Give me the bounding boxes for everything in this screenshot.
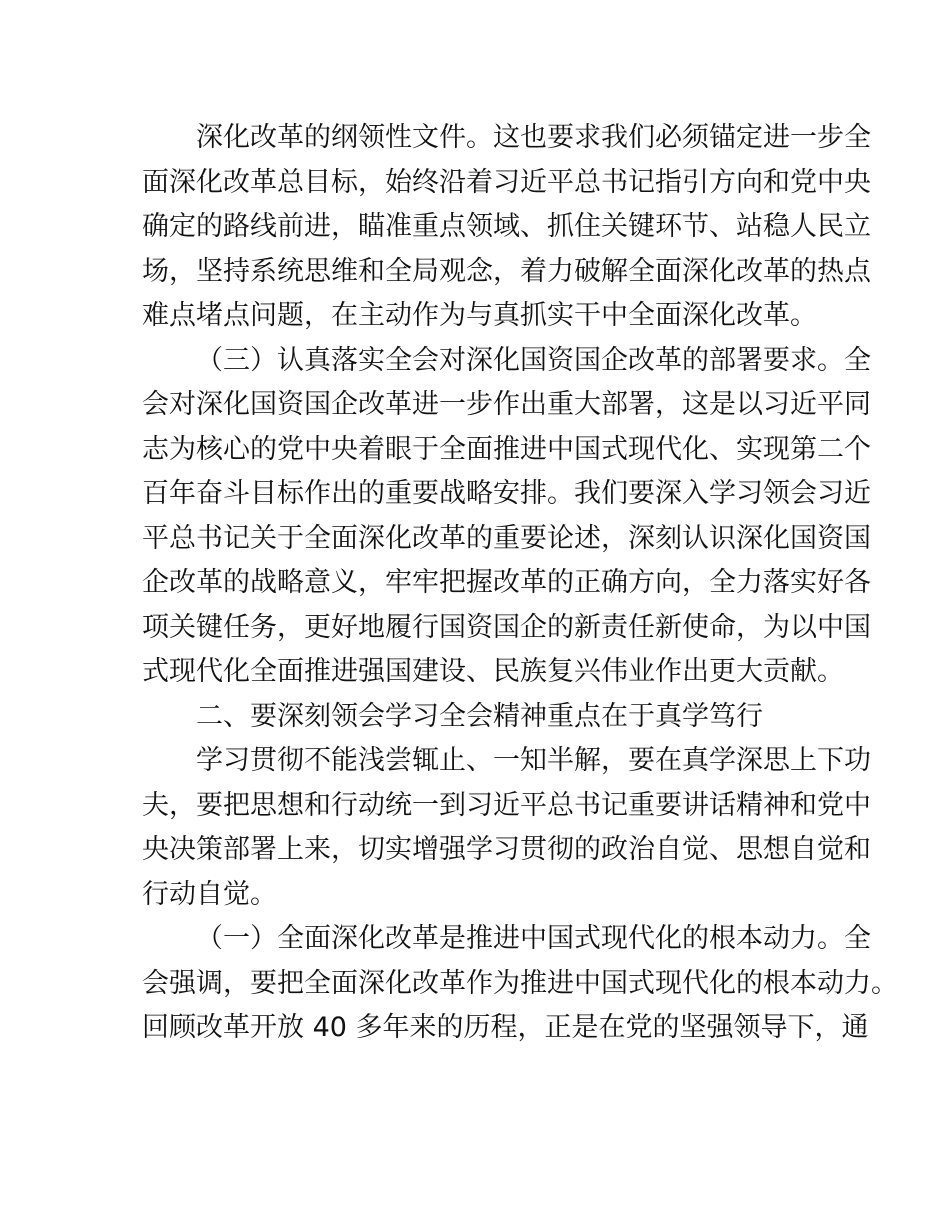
text-line: 会对深化国资国企改革进一步作出重大部署，这是以习近平同 [142, 389, 871, 420]
heading-line: 二、要深刻领会学习全会精神重点在于真学笃行 [196, 700, 763, 732]
text-line: 场，坚持系统思维和全局观念，着力破解全面深化改革的热点 [142, 255, 871, 287]
text-line: 难点堵点问题，在主动作为与真抓实干中全面深化改革。 [142, 300, 817, 331]
text-line: 回顾改革开放 40 多年来的历程，正是在党的坚强领导下，通 [142, 1012, 869, 1043]
text-line: 面深化改革总目标，始终沿着习近平总书记指引方向和党中央 [142, 166, 871, 198]
text-line: 确定的路线前进，瞄准重点领域、抓住关键环节、站稳人民立 [142, 211, 871, 242]
paragraph-study-requirement [142, 739, 871, 917]
text-line: 平总书记关于全面深化改革的重要论述，深刻认识深化国资国 [142, 522, 871, 554]
text-line: 深化改革的纲领性文件。这也要求我们必须锚定进一步全 [196, 122, 871, 153]
text-line: （一）全面深化改革是推进中国式现代化的根本动力。全 [196, 923, 871, 954]
text-line: 项关键任务，更好地履行国资国企的新责任新使命，为以中国 [142, 611, 871, 643]
text-line: 行动自觉。 [142, 878, 277, 910]
text-line: 式现代化全面推进强国建设、民族复兴伟业作出更大贡献。 [142, 656, 844, 687]
paragraph-section-one [142, 917, 898, 1051]
text-line: 会强调，要把全面深化改革作为推进中国式现代化的根本动力。 [142, 967, 898, 999]
text-line: 企改革的战略意义，牢牢把握改革的正确方向，全力落实好各 [142, 567, 871, 598]
text-line: 学习贯彻不能浅尝辄止、一知半解，要在真学深思上下功 [196, 745, 871, 776]
paragraph-intro-continuation [142, 116, 871, 339]
text-line: 央决策部署上来，切实增强学习贯彻的政治自觉、思想自觉和 [142, 834, 871, 865]
text-line: （三）认真落实全会对深化国资国企改革的部署要求。全 [196, 344, 871, 376]
paragraph-section-three [142, 339, 871, 695]
section-heading-two [142, 695, 814, 740]
text-line: 百年奋斗目标作出的重要战略安排。我们要深入学习领会习近 [142, 478, 871, 509]
text-line: 夫，要把思想和行动统一到习近平总书记重要讲话精神和党中 [142, 789, 871, 821]
document-body [142, 116, 898, 1051]
text-line: 志为核心的党中央着眼于全面推进中国式现代化、实现第二个 [142, 433, 871, 465]
